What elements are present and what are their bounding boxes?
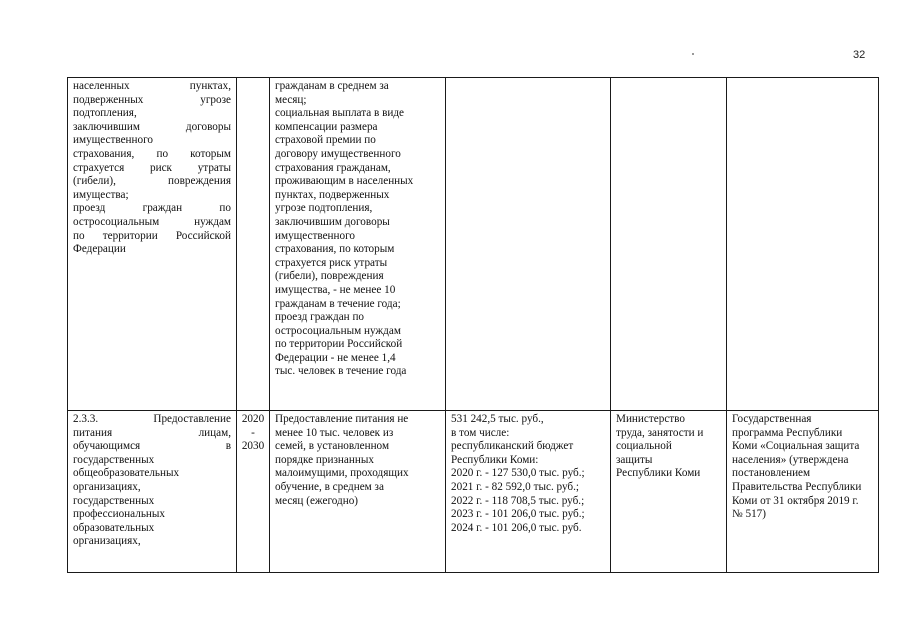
- text-line: организациях,: [73, 480, 141, 493]
- text-line: Правительства Республики: [732, 480, 862, 493]
- text-line: остросоциальным нуждам: [73, 215, 231, 228]
- text-line: проживающим в населенных: [275, 175, 414, 188]
- text-line: страховой премии по: [275, 134, 376, 147]
- text-line: семей, в установленном: [275, 440, 390, 453]
- text-line: Федерации: [73, 243, 126, 256]
- text-line: 2023 г. - 101 206,0 тыс. руб.;: [451, 508, 585, 521]
- text-line: тыс. человек в течение года: [275, 365, 407, 378]
- text-line: порядке признанных: [275, 453, 374, 466]
- text-line: организациях,: [73, 535, 141, 548]
- indicator-cell: [270, 411, 446, 573]
- text-line: Федерации - не менее 1,4: [275, 351, 396, 364]
- text-line: имущественного: [275, 229, 356, 242]
- text-line: Коми от 31 октября 2019 г.: [732, 494, 859, 507]
- text-line: компенсации размера: [275, 120, 378, 133]
- text-line: населения» (утверждена: [732, 453, 849, 466]
- program-measures-table: [67, 77, 879, 573]
- text-line: 531 242,5 тыс. руб.,: [451, 413, 544, 425]
- term-cell: [237, 411, 270, 573]
- text-line: имущества, - не менее 10: [275, 283, 396, 296]
- text-line: постановлением: [732, 467, 811, 480]
- text-line: (гибели), повреждения: [275, 270, 384, 283]
- table-row: [68, 411, 879, 573]
- text-line: гражданам в среднем за: [275, 80, 389, 92]
- text-line: страхуется риск утраты: [275, 256, 388, 269]
- measure-name-cell: [68, 78, 237, 411]
- indicator-cell: [270, 78, 446, 411]
- text-line: угрозе подтопления,: [275, 202, 373, 215]
- text-line: социальная выплата в виде: [275, 107, 405, 120]
- text-line: 2020 г. - 127 530,0 тыс. руб.;: [451, 467, 585, 480]
- text-line: общеобразовательных: [73, 467, 180, 480]
- measure-name-cell: [68, 411, 237, 573]
- text-line: обучение, в среднем за: [275, 480, 384, 493]
- text-line: заключившим договоры: [73, 120, 231, 133]
- text-line: менее 10 тыс. человек из: [275, 426, 394, 439]
- text-line: проезд граждан по: [73, 202, 231, 215]
- text-line: проезд граждан по: [275, 311, 365, 324]
- text-line: питания лицам,: [73, 426, 231, 439]
- funding-cell: [446, 78, 611, 411]
- text-line: подверженных угрозе: [73, 93, 231, 106]
- text-line: 2020 -: [241, 413, 265, 439]
- text-line: 2.3.3. Предоставление: [73, 413, 231, 425]
- text-line: остросоциальным нуждам: [275, 324, 401, 337]
- text-line: страхования гражданам,: [275, 161, 391, 174]
- text-line: имущества;: [73, 188, 129, 201]
- funding-cell: [446, 411, 611, 573]
- text-line: государственных: [73, 453, 155, 466]
- text-line: государственных: [73, 494, 155, 507]
- text-line: Республики Коми:: [451, 453, 539, 466]
- text-line: 2030: [241, 440, 265, 453]
- text-line: по территории Российской: [275, 338, 403, 351]
- term-cell: [237, 78, 270, 411]
- text-line: имущественного: [73, 134, 154, 147]
- text-line: Коми «Социальная защита: [732, 440, 860, 453]
- text-line: подтопления,: [73, 107, 137, 120]
- text-line: договору имущественного: [275, 147, 401, 160]
- text-line: обучающимся в: [73, 440, 231, 453]
- text-line: профессиональных: [73, 508, 166, 521]
- scan-artifact-dot: [692, 53, 694, 55]
- text-line: Предоставление питания не: [275, 413, 409, 425]
- executor-cell: [611, 411, 727, 573]
- text-line: по территории Российской: [73, 229, 231, 242]
- text-line: в том числе:: [451, 426, 510, 439]
- page-number: 32: [853, 49, 866, 61]
- program-cell: [727, 411, 879, 573]
- text-line: пунктах, подверженных: [275, 188, 390, 201]
- text-line: Министерство: [616, 413, 685, 425]
- text-line: месяц;: [275, 93, 307, 106]
- text-line: республиканский бюджет: [451, 440, 574, 453]
- text-line: 2021 г. - 82 592,0 тыс. руб.;: [451, 480, 580, 493]
- text-line: защиты: [616, 453, 653, 466]
- text-line: образовательных: [73, 521, 155, 534]
- text-line: труда, занятости и: [616, 426, 704, 439]
- text-line: (гибели), повреждения: [73, 175, 231, 188]
- program-cell: [727, 78, 879, 411]
- text-line: Государственная: [732, 413, 812, 425]
- text-line: страхования, по которым: [275, 243, 395, 256]
- text-line: 2022 г. - 118 708,5 тыс. руб.;: [451, 494, 585, 507]
- text-line: месяц (ежегодно): [275, 494, 359, 507]
- text-line: гражданам в течение года;: [275, 297, 401, 310]
- text-line: Республики Коми: [616, 467, 701, 480]
- text-line: заключившим договоры: [275, 215, 390, 228]
- text-line: программа Республики: [732, 426, 843, 439]
- table-row: [68, 78, 879, 411]
- executor-cell: [611, 78, 727, 411]
- text-line: страхования, по которым: [73, 147, 231, 160]
- text-line: 2024 г. - 101 206,0 тыс. руб.: [451, 521, 582, 534]
- text-line: № 517): [732, 508, 766, 521]
- text-line: населенных пунктах,: [73, 80, 231, 92]
- text-line: страхуется риск утраты: [73, 161, 231, 174]
- text-line: социальной: [616, 440, 672, 453]
- text-line: малоимущими, проходящих: [275, 467, 409, 480]
